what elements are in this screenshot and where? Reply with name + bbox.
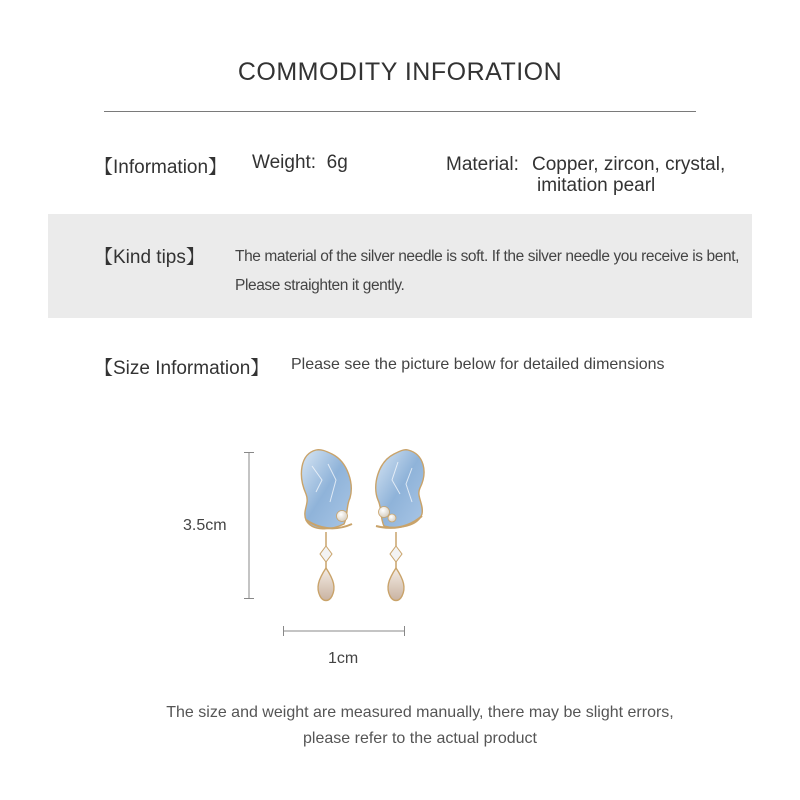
height-value: 3.5cm: [183, 517, 227, 534]
page-title: COMMODITY INFORATION: [237, 58, 563, 86]
material-value: [532, 154, 725, 196]
width-dimension-line: [283, 625, 405, 637]
weight-field: [252, 152, 348, 174]
right-earring: [376, 450, 424, 601]
earring-pair-image: [288, 446, 436, 610]
material-value-line2: imitation pearl: [537, 175, 656, 196]
kind-tips-label: 【Kind tips】: [94, 247, 205, 268]
title-divider: [104, 111, 696, 112]
height-dimension-line: [243, 452, 255, 599]
weight-label: Weight:: [252, 152, 317, 173]
measurement-note-line2: please refer to the actual product: [303, 730, 537, 747]
weight-value: 6g: [326, 152, 348, 173]
width-value: 1cm: [328, 650, 359, 667]
kind-tips-line2: Please straighten it gently.: [235, 277, 405, 294]
material-label: Material:: [446, 154, 519, 175]
size-information-text: Please see the picture below for detailed dimensions: [291, 356, 665, 373]
measurement-note-line1: The size and weight are measured manually, there may be slight errors,: [166, 704, 674, 721]
information-label: 【Information】: [94, 157, 228, 178]
size-information-label: 【Size Information】: [94, 358, 270, 379]
left-earring: [301, 450, 352, 601]
kind-tips-text: [235, 242, 740, 300]
kind-tips-line1: The material of the silver needle is soft. If the silver needle you receive is bent,: [235, 248, 740, 265]
material-value-line1: Copper, zircon, crystal,: [532, 154, 726, 175]
